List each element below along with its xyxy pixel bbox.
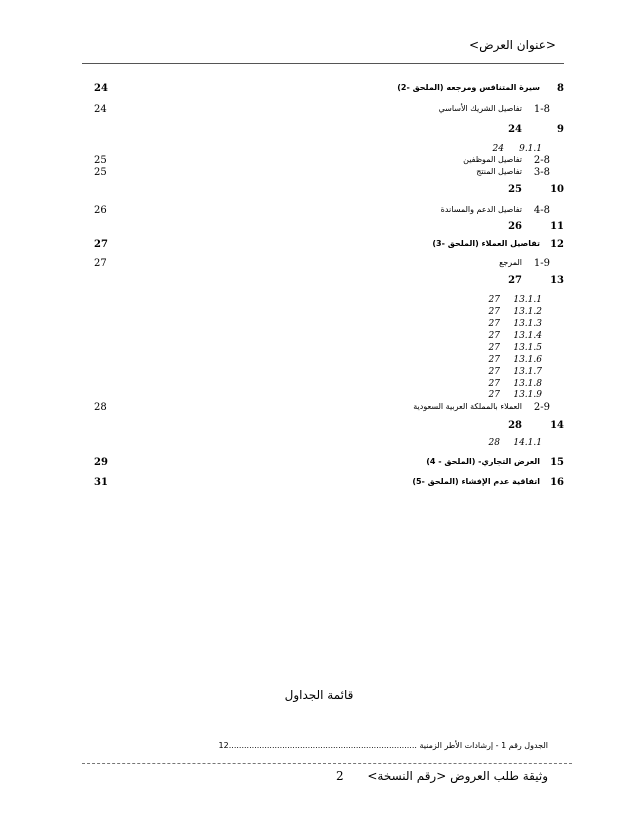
toc-entry-label: 14.1.1: [513, 438, 542, 448]
toc-number: 10: [550, 184, 564, 195]
toc-entry-8-3[interactable]: [82, 167, 572, 181]
toc-entry-8-4[interactable]: [82, 205, 572, 219]
tables-heading: قائمة الجداول: [284, 688, 354, 702]
toc-number: 9: [557, 124, 564, 135]
table-list-entry[interactable]: الجدول رقم 1 - إرشادات الأطر الزمنية ..........................................................................12: [218, 741, 548, 750]
toc-number: 11: [550, 221, 564, 232]
toc-page: 27: [488, 331, 500, 341]
toc-page: 24: [508, 124, 522, 135]
toc-number: 1-8: [533, 104, 550, 115]
toc-number: 15: [550, 457, 564, 468]
toc-page: 25: [508, 184, 522, 195]
toc-number: 1-9: [533, 258, 550, 269]
toc-page: 27: [488, 307, 500, 317]
toc-entry-label: 13.1.4: [513, 331, 542, 341]
toc-entry-12[interactable]: [82, 239, 572, 253]
toc-entry-8[interactable]: [82, 83, 572, 97]
toc-page: 26: [94, 205, 107, 216]
toc-entry-14-1-1[interactable]: [82, 438, 572, 452]
toc-entry-label: 13.1.2: [513, 307, 542, 317]
toc-entry-14[interactable]: [82, 420, 572, 434]
toc-entry-11[interactable]: [82, 221, 572, 235]
toc-entry-label: 13.1.7: [513, 367, 542, 377]
header-title: <عنوان العرض>: [469, 38, 556, 52]
toc-number: 16: [550, 477, 564, 488]
toc-entry-9-1[interactable]: [82, 258, 572, 272]
toc-number: 4-8: [533, 205, 550, 216]
toc-title: اتفاقية عدم الإفشاء (الملحق -5): [412, 477, 540, 486]
toc-entry-9-2[interactable]: [82, 402, 572, 416]
toc-title: تفاصيل المنتج: [476, 167, 522, 176]
toc-page: 27: [488, 319, 500, 329]
toc-entry-8-1[interactable]: [82, 104, 572, 118]
toc-title: تفاصيل العملاء (الملحق -3): [432, 239, 540, 248]
toc-entry-label: 13.1.3: [513, 319, 542, 329]
toc-page: 31: [94, 477, 108, 488]
toc-number: 3-8: [533, 167, 550, 178]
toc-entry-16[interactable]: [82, 477, 572, 491]
footer-doc-label: وثيقة طلب العروض <رقم النسخة>: [367, 769, 548, 783]
toc-page: 27: [508, 275, 522, 286]
toc-page: 28: [94, 402, 107, 413]
toc-page: 27: [94, 258, 107, 269]
toc-title: المرجع: [499, 258, 522, 267]
toc-page: 24: [94, 83, 108, 94]
toc-page: 25: [94, 167, 107, 178]
toc-entry-13[interactable]: [82, 275, 572, 289]
toc-number: 14: [550, 420, 564, 431]
toc-entry-15[interactable]: [82, 457, 572, 471]
footer-divider: [82, 763, 572, 764]
toc-entry-label: 13.1.6: [513, 355, 542, 365]
toc-title: العرض التجاري- (الملحق - 4): [426, 457, 540, 466]
toc-entry-label: 13.1.1: [513, 295, 542, 305]
toc-page: 24: [94, 104, 107, 115]
toc-page: 27: [94, 239, 108, 250]
toc-entry-label: 13.1.9: [513, 390, 542, 400]
toc-entry-10[interactable]: [82, 184, 572, 198]
toc-page: 27: [488, 367, 500, 377]
toc-number: 2-8: [533, 155, 550, 166]
toc-page: 27: [488, 343, 500, 353]
toc-entry-9[interactable]: [82, 124, 572, 138]
toc-number: 13: [550, 275, 564, 286]
toc-title: العملاء بالمملكة العربية السعودية: [413, 402, 522, 411]
toc-page: 27: [488, 390, 500, 400]
toc-number: 2-9: [533, 402, 550, 413]
toc-number: 12: [550, 239, 564, 250]
toc-page: 25: [94, 155, 107, 166]
toc-page: 27: [488, 379, 500, 389]
toc-title: تفاصيل الشريك الأساسي: [438, 104, 522, 113]
toc-page: 27: [488, 355, 500, 365]
toc-title: سيرة المتنافس ومرجعه (الملحق -2): [397, 83, 540, 92]
toc-page: 24: [492, 144, 504, 154]
toc-title: تفاصيل الدعم والمساندة: [440, 205, 522, 214]
toc-page: 29: [94, 457, 108, 468]
toc-page: 27: [488, 295, 500, 305]
toc-entry-label: 13.1.8: [513, 379, 542, 389]
toc-entry-label: 9.1.1: [519, 144, 542, 154]
header-divider: [82, 63, 564, 64]
toc-page: 26: [508, 221, 522, 232]
toc-page: 28: [508, 420, 522, 431]
toc-entry-label: 13.1.5: [513, 343, 542, 353]
toc-number: 8: [557, 83, 564, 94]
toc-title: تفاصيل الموظفين: [463, 155, 522, 164]
footer-page-number: 2: [336, 769, 344, 783]
toc-page: 28: [488, 438, 500, 448]
